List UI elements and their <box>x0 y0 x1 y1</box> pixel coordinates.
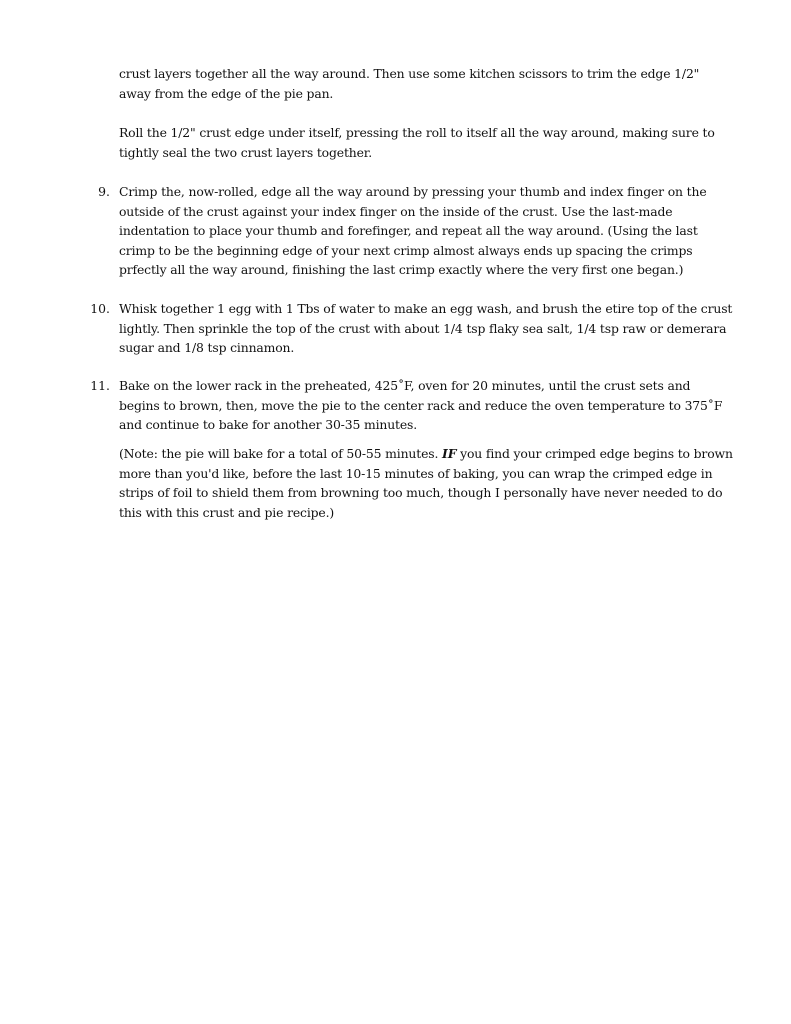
roll-edge-paragraph: Roll the 1/2" crust edge under itself, pressing the roll to itself all the way around, making sure to tightly seal the two crust layers together. <box>119 125 715 160</box>
note-text-after: you find your crimped edge begins to brown more than you'd like, before the last 10-15 minutes of baking, you can wrap the crimped edge in strips of foil to shield them from browning too much, though I personally have never needed to do this with this crust and pie recipe.) <box>119 446 733 520</box>
note-emphasis: IF <box>442 446 457 461</box>
step-9-text: Crimp the, now-rolled, edge all the way around by pressing your thumb and index finger on the outside of the crust against your index finger on the inside of the crust. Use the last-made indentation to place your thumb and forefinger, and repeat all the way around. (Using the last crimp to be the beginning edge of your next crimp almost always ends up spacing the crimps prfectly all the way around, finishing the last crimp exactly where the very first one began.) <box>119 184 707 278</box>
note-text-before: (Note: the pie will bake for a total of 50-55 minutes. <box>119 446 443 461</box>
step-11-text: Bake on the lower rack in the preheated, 425˚F, oven for 20 minutes, until the crust sets and begins to brown, then, move the pie to the center rack and reduce the oven temperature to 375˚F and continue to bake for another 30-35 minutes. <box>119 378 723 433</box>
step-number-10: 10. <box>90 301 110 316</box>
step-10-text: Whisk together 1 egg with 1 Tbs of water to make an egg wash, and brush the etire top of the crust lightly. Then sprinkle the top of the crust with about 1/4 tsp flaky sea salt, 1/4 tsp raw or demerara sugar and 1/8 tsp cinnamon. <box>119 301 733 356</box>
step-number-11: 11. <box>90 378 110 393</box>
step-number-9: 9. <box>98 184 110 199</box>
continuation-paragraph: crust layers together all the way around. Then use some kitchen scissors to trim the edge 1/2" away from the edge of the pie pan. <box>119 66 700 101</box>
note-paragraph <box>119 444 734 522</box>
